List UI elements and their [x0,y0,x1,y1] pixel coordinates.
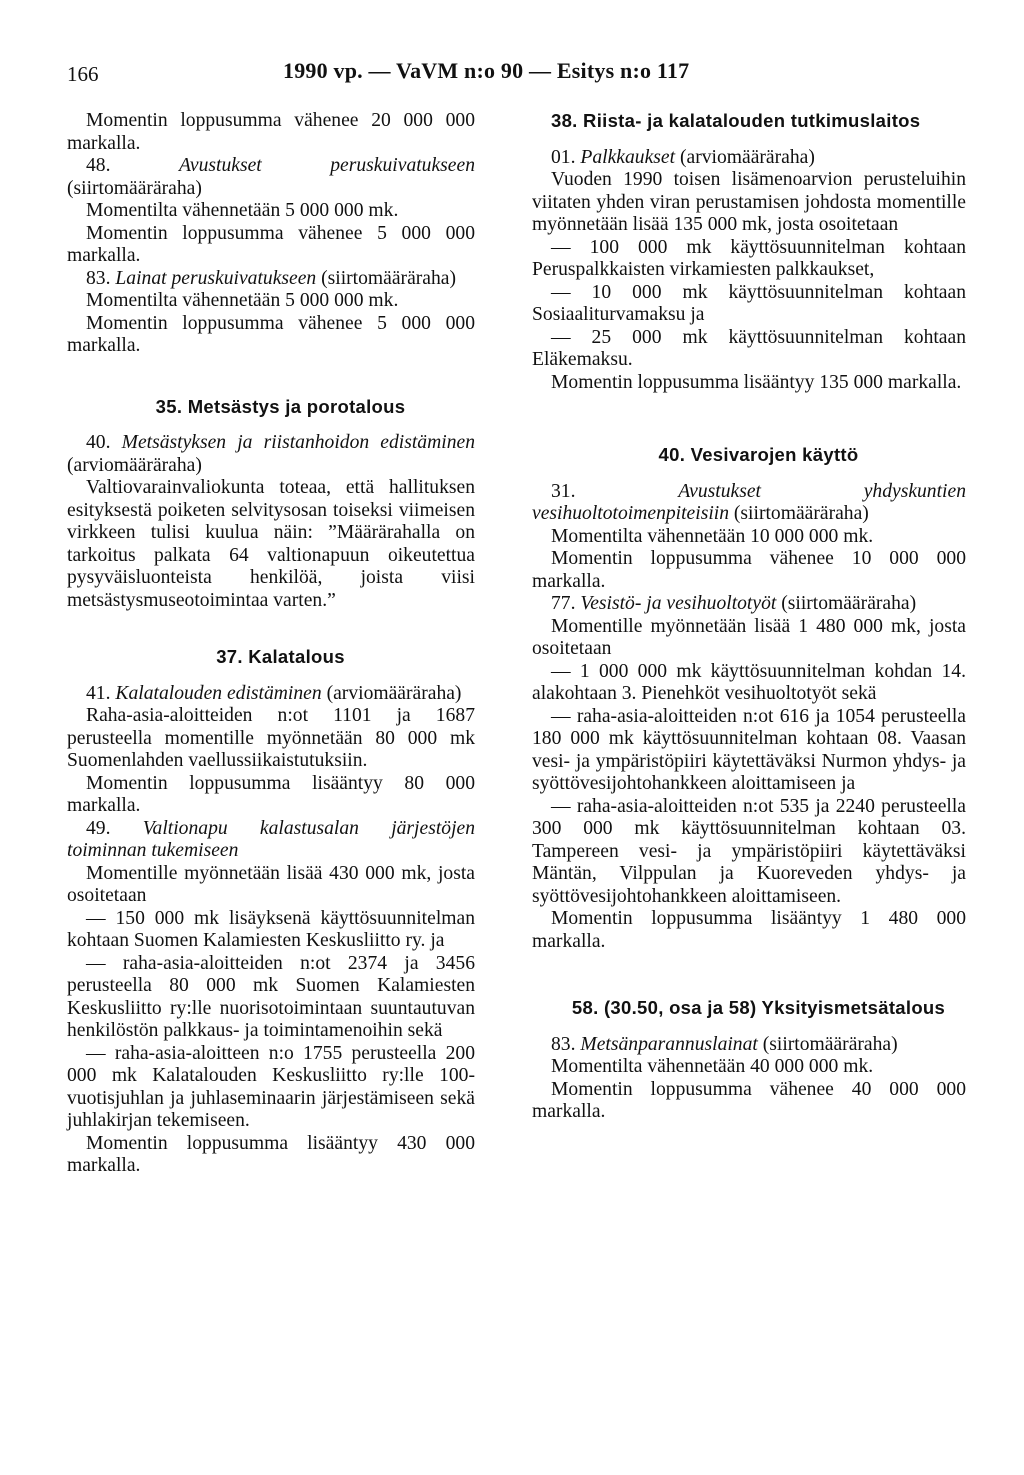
section-heading: 40. Vesivarojen käyttö [658,444,859,465]
item-number: 01. [551,146,576,168]
item-title: Avustukset peruskuivatukseen [179,155,475,176]
item-number: 83. [86,267,111,289]
left-column [67,110,475,1178]
item-heading [532,147,966,170]
item-title: Kalatalouden edistäminen [115,682,322,704]
item-heading [67,818,475,863]
item-title: Lainat peruskuivatukseen [115,267,317,289]
item-type: (siirtomääräraha) [321,267,457,289]
paragraph: Momentin loppusumma vähenee 40 000 000 markalla. [532,1078,966,1122]
paragraph: Momentin loppusumma lisääntyy 1 480 000 markalla. [532,908,966,952]
paragraph: Momentin loppusumma vähenee 10 000 000 markalla. [532,548,966,592]
item-type: (siirtomääräraha) [781,593,917,614]
paragraph: Vuoden 1990 toisen lisämenoarvion perusteluihin viitaten yhden viran perustamisen johdosta momentille myönnetään lisää 135 000 mk, josta osoitetaan [532,169,966,235]
list-item: — 150 000 mk lisäyksenä käyttösuunnitelman kohtaan Suomen Kalamiesten Keskusliitto ry. ja [67,907,475,951]
paragraph: Momentin loppusumma lisääntyy 430 000 markalla. [67,1132,475,1176]
item-heading [532,481,966,526]
item-title: Metsästyksen ja riistanhoidon edistäminen [121,432,475,453]
paragraph: Momentille myönnetään lisää 430 000 mk, josta osoitetaan [67,862,475,906]
item-heading [67,683,475,706]
item-heading [67,268,475,291]
list-item: — 10 000 mk käyttösuunnitelman kohtaan Sosiaaliturvamaksu ja [532,281,966,325]
item-title: Avustukset yhdyskuntien vesihuoltotoimenpiteisiin [532,480,966,524]
right-column [532,110,966,1124]
paragraph: Momentin loppusumma lisääntyy 80 000 markalla. [67,772,475,816]
page-header [0,52,1024,92]
list-item: — raha-asia-aloitteiden n:ot 535 ja 2240 perusteella 300 000 mk käyttösuunnitelman kohtaan 03. Tampereen vesi- ja ympäristöpiiri käytettäväksi Mäntän, Vilppulan ja Kuoreveden yhdys- ja syöttövesijohtohankkeen aloittamiseen. [532,795,966,907]
list-item: — raha-asia-aloitteiden n:ot 616 ja 1054 perusteella 180 000 mk käyttösuunnitelman kohtaan 08. Vaasan vesi- ja ympäristöpiiri käytettäväksi Nurmon yhdys- ja syöttövesijohtohankkeen aloittamiseen ja [532,705,966,794]
item-title: Vesistö- ja vesihuoltotyöt [580,593,777,614]
item-type: (arviomääräraha) [679,146,815,168]
paragraph: Momentilta vähennetään 10 000 000 mk. [551,525,874,547]
list-item: — 1 000 000 mk käyttösuunnitelman kohdan 14. alakohtaan 3. Pienehköt vesihuoltotyöt sekä [532,660,966,704]
paragraph: Momentille myönnetään lisää 1 480 000 mk, josta osoitetaan [532,615,966,659]
item-type: (arviomääräraha) [326,682,462,704]
item-type: (siirtomääräraha) [762,1033,898,1055]
paragraph: Momentilta vähennetään 5 000 000 mk. [86,290,399,311]
paragraph: Valtiovarainvaliokunta toteaa, että hallituksen esityksestä poiketen selvitysosan toiseksi viimeisen virkkeen tulisi kuulua näin: ”Määrärahalla on tarkoitus palkata 64 valtionapuun oikeutettua pysyväisluonteista henkilöä, joista viisi metsästysmuseotoimintaa varten.” [67,477,475,611]
section-heading: 38. Riista- ja kalatalouden tutkimuslaitos [551,110,921,131]
paragraph: Raha-asia-aloitteiden n:ot 1101 ja 1687 perusteella momentille myönnetään 80 000 mk Suomenlahden vaellussiikaistutuksiin. [67,705,475,771]
item-title: Valtionapu kalastusalan järjestöjen toiminnan tukemiseen [67,817,476,861]
item-number: 48. [86,155,111,176]
item-number: 49. [86,817,111,839]
paragraph: Momentin loppusumma vähenee 20 000 000 markalla. [67,110,475,154]
list-item: — 100 000 mk käyttösuunnitelman kohtaan Peruspalkkaisten virkamiesten palkkaukset, [532,236,966,280]
paragraph: Momentilta vähennetään 40 000 000 mk. [551,1056,874,1077]
page-number: 166 [67,62,99,86]
item-number: 31. [551,480,576,502]
section-heading: 58. (30.50, osa ja 58) Yksityismetsätalous [571,997,946,1018]
item-number: 41. [86,682,111,704]
item-heading [67,432,475,477]
item-number: 77. [551,593,576,614]
list-item: — raha-asia-aloitteiden n:ot 2374 ja 3456 perusteella 80 000 mk Suomen Kalamiesten Keskusliitto ry:lle nuorisotoimintaan suuntautuvan henkilöstön palkkaus- ja toimintamenoihin sekä [67,952,475,1041]
item-number: 40. [86,432,111,453]
item-type: (siirtomääräraha) [67,177,202,199]
item-title: Metsänparannuslainat [580,1033,758,1055]
item-title: Palkkaukset [580,146,676,168]
paragraph: Momentin loppusumma vähenee 5 000 000 markalla. [67,222,475,266]
item-type: (arviomääräraha) [67,454,202,476]
item-heading [67,155,475,200]
paragraph: Momentin loppusumma lisääntyy 135 000 markalla. [551,371,962,393]
section-heading: 35. Metsästys ja porotalous [155,395,406,417]
paragraph: Momentilta vähennetään 5 000 000 mk. [86,200,399,221]
item-type: (siirtomääräraha) [733,503,869,524]
item-heading [532,1034,966,1057]
section-heading: 37. Kalatalous [216,646,345,667]
document-title: 1990 vp. — VaVM n:o 90 — Esitys n:o 117 [283,58,690,83]
list-item: — 25 000 mk käyttösuunnitelman kohtaan Eläkemaksu. [532,326,966,370]
item-number: 83. [551,1033,576,1055]
paragraph: Momentin loppusumma vähenee 5 000 000 markalla. [67,312,475,356]
list-item: — raha-asia-aloitteen n:o 1755 perusteella 200 000 mk Kalatalouden Keskusliitto ry:lle 100-vuotisjuhlan ja juhlaseminaarin järjestämiseen sekä juhlakirjan tekemiseen. [67,1042,475,1131]
item-heading [532,593,966,616]
